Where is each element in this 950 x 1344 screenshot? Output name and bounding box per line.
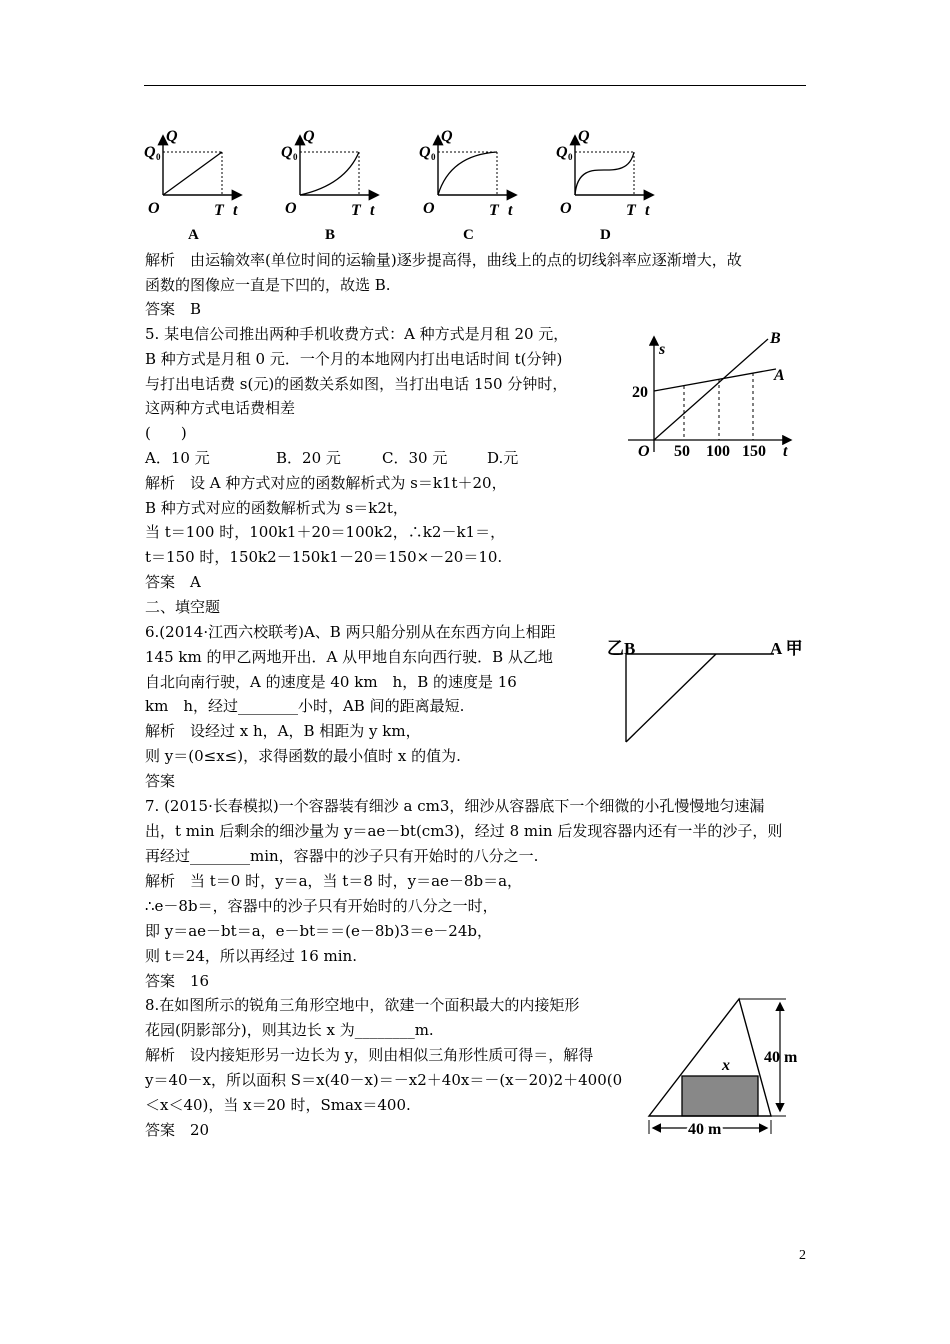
width-label: 40 m [688, 1121, 722, 1138]
a-label: A [774, 367, 785, 384]
graph-c [419, 128, 515, 243]
q0-sub: 0 [293, 152, 298, 162]
t-cap-label: T [489, 202, 499, 219]
option-b-label: B [325, 227, 336, 243]
text-line: km h，经过________小时，AB 间的距离最短. [145, 697, 465, 715]
choice-b: B．20 元 [276, 449, 341, 467]
header-rule [144, 85, 806, 86]
text-line: t＝150 时，150k2－150k1－20＝150×－20＝10. [145, 548, 503, 566]
text-line: ( ) [145, 424, 187, 442]
west-label: 乙B [607, 639, 636, 658]
text-line: 出，t min 后剩余的细沙量为 y＝ae－bt(cm3)，经过 8 min 后发现容器内还有一半的沙子，则 [145, 822, 783, 840]
option-c-label: C [463, 227, 474, 243]
graph-d [556, 128, 652, 243]
x150-label: 150 [742, 443, 766, 460]
line-a [654, 369, 776, 391]
text-line: 与打出电话费 s(元)的函数关系如图，当打出电话 150 分钟时， [145, 375, 568, 393]
text-line: 答案 [145, 772, 176, 790]
section-heading: 二、填空题 [145, 598, 221, 616]
choice-c: C．30 元 [382, 449, 448, 467]
t-cap-label: T [626, 202, 636, 219]
text-line: 答案 16 [145, 972, 210, 990]
q0-label: Q [556, 144, 568, 161]
t-cap-label: T [214, 202, 224, 219]
text-line: B 种方式是月租 0 元．一个月的本地网内打出电话时间 t(分钟) [145, 350, 563, 368]
curve-b [300, 152, 359, 195]
text-line: 函数的图像应一直是下凹的，故选 B. [145, 276, 391, 294]
text-line: y＝40－x，所以面积 S＝x(40－x)＝－x2＋40x＝－(x－20)2＋400(0 [145, 1071, 623, 1089]
text-line: 解析 当 t＝0 时，y＝a，当 t＝8 时，y＝ae－8b＝a， [145, 872, 523, 890]
q0-sub: 0 [431, 152, 436, 162]
t-label: t [233, 202, 238, 219]
text-line: 答案 A [145, 573, 201, 591]
text-line: 则 y＝(0≤x≤)，求得函数的最小值时 x 的值为. [145, 747, 461, 765]
choice-a: A．10 元 [145, 449, 210, 467]
text-line: 解析 设内接矩形另一边长为 y，则由相似三角形性质可得＝，解得 [145, 1046, 594, 1064]
curve-d [575, 152, 634, 195]
t-label: t [645, 202, 650, 219]
text-line: B 种方式对应的函数解析式为 s＝k2t， [145, 499, 408, 517]
line-b [654, 339, 768, 440]
q0-label: Q [419, 144, 431, 161]
page-number: 2 [799, 1248, 806, 1263]
fig-ships [604, 634, 804, 746]
q0-sub: 0 [156, 152, 161, 162]
text-line: 花园(阴影部分)，则其边长 x 为________m. [145, 1021, 434, 1039]
x50-label: 50 [674, 443, 690, 460]
fig-phone-plan [628, 328, 800, 464]
text-line: 5. 某电信公司推出两种手机收费方式：A 种方式是月租 20 元， [145, 325, 569, 343]
origin-label: O [148, 200, 160, 217]
origin-label: O [285, 200, 297, 217]
text-line: 则 t＝24，所以再经过 16 min. [145, 947, 357, 965]
fig-triangle [646, 996, 812, 1138]
q-label: Q [441, 128, 453, 145]
x100-label: 100 [706, 443, 730, 460]
y20-label: 20 [632, 384, 648, 401]
graph-a [144, 128, 240, 243]
text-line: 答案 B [145, 300, 202, 318]
graph-b [281, 128, 377, 243]
t-label: t [370, 202, 375, 219]
text-line: 解析 由运输效率(单位时间的运输量)逐步提高得，曲线上的点的切线斜率应逐渐增大，故 [145, 251, 742, 269]
text-line: 自北向南行驶，A 的速度是 40 km h，B 的速度是 16 [145, 673, 517, 691]
text-line: 这两种方式电话费相差 [145, 399, 296, 417]
q-label: Q [303, 128, 315, 145]
t-label: t [783, 443, 788, 460]
text-line: 解析 设经过 x h，A，B 相距为 y km， [145, 722, 421, 740]
text-line: 8.在如图所示的锐角三角形空地中，欲建一个面积最大的内接矩形 [145, 996, 580, 1014]
text-line: 再经过________min，容器中的沙子只有开始时的八分之一. [145, 847, 539, 865]
curve-a [163, 152, 222, 195]
x-label: x [722, 1057, 730, 1074]
q0-label: Q [144, 144, 156, 161]
garden-rect [682, 1076, 758, 1116]
text-line: ＜x＜40)，当 x＝20 时，Smax＝400. [145, 1096, 411, 1114]
q-label: Q [578, 128, 590, 145]
origin-label: O [638, 443, 650, 460]
option-graphs [140, 125, 660, 245]
east-label: A 甲 [770, 639, 803, 658]
q0-label: Q [281, 144, 293, 161]
q0-sub: 0 [568, 152, 573, 162]
text-line: 7. (2015·长春模拟)一个容器装有细沙 a cm3，细沙从容器底下一个细微的小孔慢慢地匀速漏 [145, 797, 765, 815]
s-label: s [659, 341, 666, 358]
origin-label: O [560, 200, 572, 217]
b-label: B [770, 330, 781, 347]
t-cap-label: T [351, 202, 361, 219]
curve-c [438, 152, 497, 195]
text-line: ∴e－8b＝，容器中的沙子只有开始时的八分之一时， [145, 897, 498, 915]
height-label: 40 m [764, 1049, 798, 1066]
text-line: 145 km 的甲乙两地开出．A 从甲地自东向西行驶．B 从乙地 [145, 648, 553, 666]
origin-label: O [423, 200, 435, 217]
text-line: 当 t＝100 时，100k1＋20＝100k2，∴k2－k1＝， [145, 523, 506, 541]
option-a-label: A [188, 227, 199, 243]
choice-d: D.元 [487, 449, 519, 467]
text-line: 答案 20 [145, 1121, 210, 1139]
text-line: 6.(2014·江西六校联考)A、B 两只船分别从在东西方向上相距 [145, 623, 556, 641]
t-label: t [508, 202, 513, 219]
q-label: Q [166, 128, 178, 145]
option-d-label: D [600, 227, 611, 243]
text-line: 即 y＝ae－bt＝a，e－bt＝＝(e－8b)3＝e－24b， [145, 922, 492, 940]
text-line: 解析 设 A 种方式对应的函数解析式为 s＝k1t＋20， [145, 474, 507, 492]
